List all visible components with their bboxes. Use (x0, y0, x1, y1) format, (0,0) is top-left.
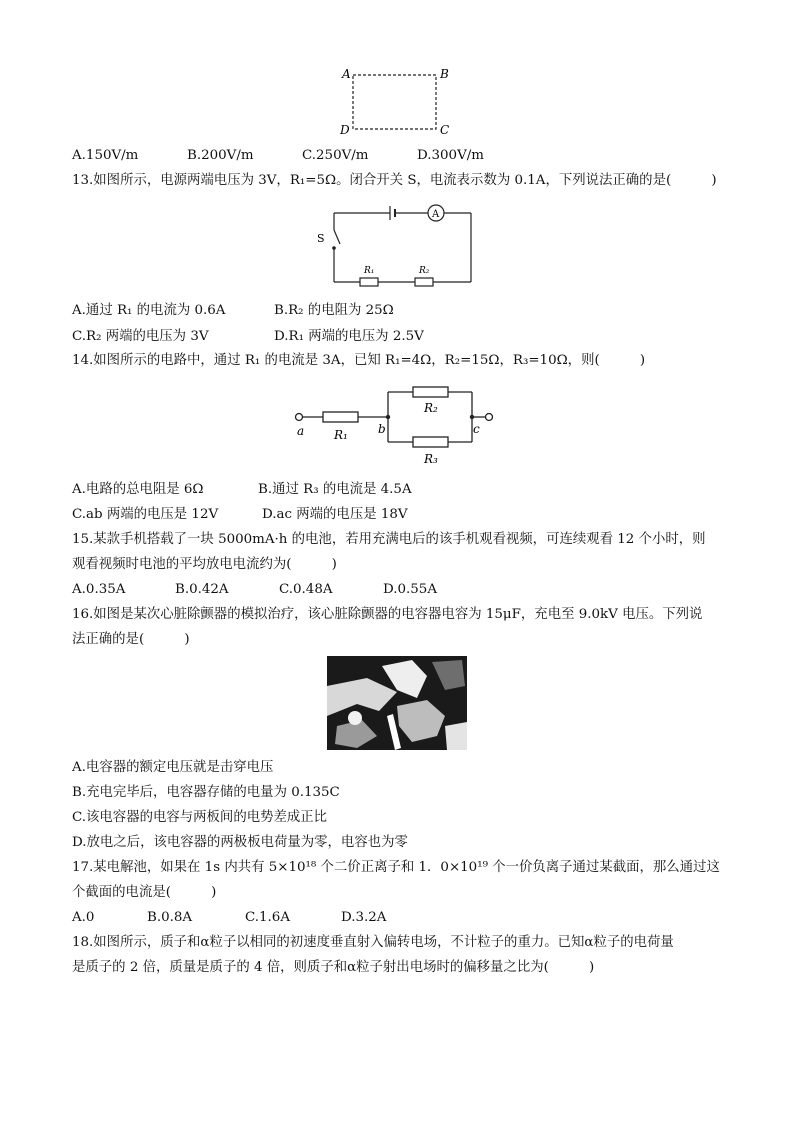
r2-label: R₂ (424, 401, 438, 415)
q12-option-c: C.250V/m (302, 148, 369, 163)
label-b: B (440, 67, 449, 81)
q12-square-figure (336, 64, 456, 140)
q18-stem-line1: 18.如图所示，质子和α粒子以相同的初速度垂直射入偏转电场，不计粒子的重力。已知α粒子的电荷量 (72, 935, 674, 950)
q14-option-c: C.ab 两端的电压是 12V (72, 507, 219, 522)
q13-option-d: D.R₁ 两端的电压为 2.5V (274, 329, 424, 344)
switch-label: S (317, 232, 325, 245)
q14-option-b: B.通过 R₃ 的电流是 4.5A (258, 482, 412, 497)
q17-option-a: A.0 (72, 910, 95, 925)
q15-stem-line1: 15.某款手机搭载了一块 5000mA·h 的电池，若用充满电后的该手机观看视频，可连续观看 12 个小时，则 (72, 532, 706, 547)
ammeter-label: A (432, 209, 440, 220)
q13-option-a: A.通过 R₁ 的电流为 0.6A (72, 303, 226, 318)
q17-option-b: B.0.8A (147, 910, 193, 925)
q14-option-d: D.ac 两端的电压是 18V (262, 507, 408, 522)
q16-option-d: D.放电之后，该电容器的两极板电荷量为零，电容也为零 (72, 835, 408, 850)
q15-stem-line2: 观看视频时电池的平均放电电流约为( ) (72, 557, 337, 572)
label-a: A (342, 67, 351, 81)
r3-label: R₃ (424, 452, 438, 466)
label-d: D (340, 123, 350, 137)
q16-stem-line2: 法正确的是( ) (72, 632, 190, 647)
q17-option-d: D.3.2A (341, 910, 387, 925)
q14-circuit-figure (290, 380, 500, 470)
node-a-label: a (297, 424, 305, 438)
q13-option-b: B.R₂ 的电阻为 25Ω (274, 303, 394, 318)
q12-option-a: A.150V/m (72, 148, 139, 163)
q14-stem: 14.如图所示的电路中，通过 R₁ 的电流是 3A，已知 R₁=4Ω，R₂=15Ω，R₃=10Ω，则( ) (72, 353, 646, 368)
r1-label: R₁ (334, 428, 348, 442)
q15-option-d: D.0.55A (383, 582, 438, 597)
q15-option-c: C.0.48A (279, 582, 333, 597)
q16-stem-line1: 16.如图是某次心脏除颤器的模拟治疗，该心脏除颤器的电容器电容为 15μF，充电至 9.0kV 电压。下列说 (72, 607, 703, 622)
q16-option-b: B.充电完毕后，电容器存储的电量为 0.135C (72, 785, 340, 800)
q17-stem-line1: 17.某电解池，如果在 1s 内共有 5×10¹⁸ 个二价正离子和 1．0×10¹⁹ 个一价负离子通过某截面，那么通过这 (72, 860, 720, 875)
q13-stem: 13.如图所示，电源两端电压为 3V，R₁=5Ω。闭合开关 S，电流表示数为 0.1A，下列说法正确的是( ) (72, 173, 717, 188)
q13-circuit-figure (314, 200, 480, 290)
q12-option-b: B.200V/m (187, 148, 254, 163)
q15-option-a: A.0.35A (72, 582, 126, 597)
label-c: C (440, 123, 450, 137)
q16-option-a: A.电容器的额定电压就是击穿电压 (72, 760, 274, 775)
r1-label: R₁ (364, 266, 375, 276)
q13-option-c: C.R₂ 两端的电压为 3V (72, 329, 209, 344)
q17-stem-line2: 个截面的电流是( ) (72, 885, 217, 900)
q16-option-c: C.该电容器的电容与两板间的电势差成正比 (72, 810, 328, 825)
q14-option-a: A.电路的总电阻是 6Ω (72, 482, 204, 497)
node-b-label: b (378, 422, 386, 436)
defibrillator-photo (327, 656, 467, 750)
q15-option-b: B.0.42A (175, 582, 229, 597)
q12-option-d: D.300V/m (417, 148, 484, 163)
r2-label: R₂ (419, 266, 430, 276)
q17-option-c: C.1.6A (245, 910, 290, 925)
node-c-label: c (473, 422, 480, 436)
q18-stem-line2: 是质子的 2 倍，质量是质子的 4 倍，则质子和α粒子射出电场时的偏移量之比为( ) (72, 960, 595, 975)
